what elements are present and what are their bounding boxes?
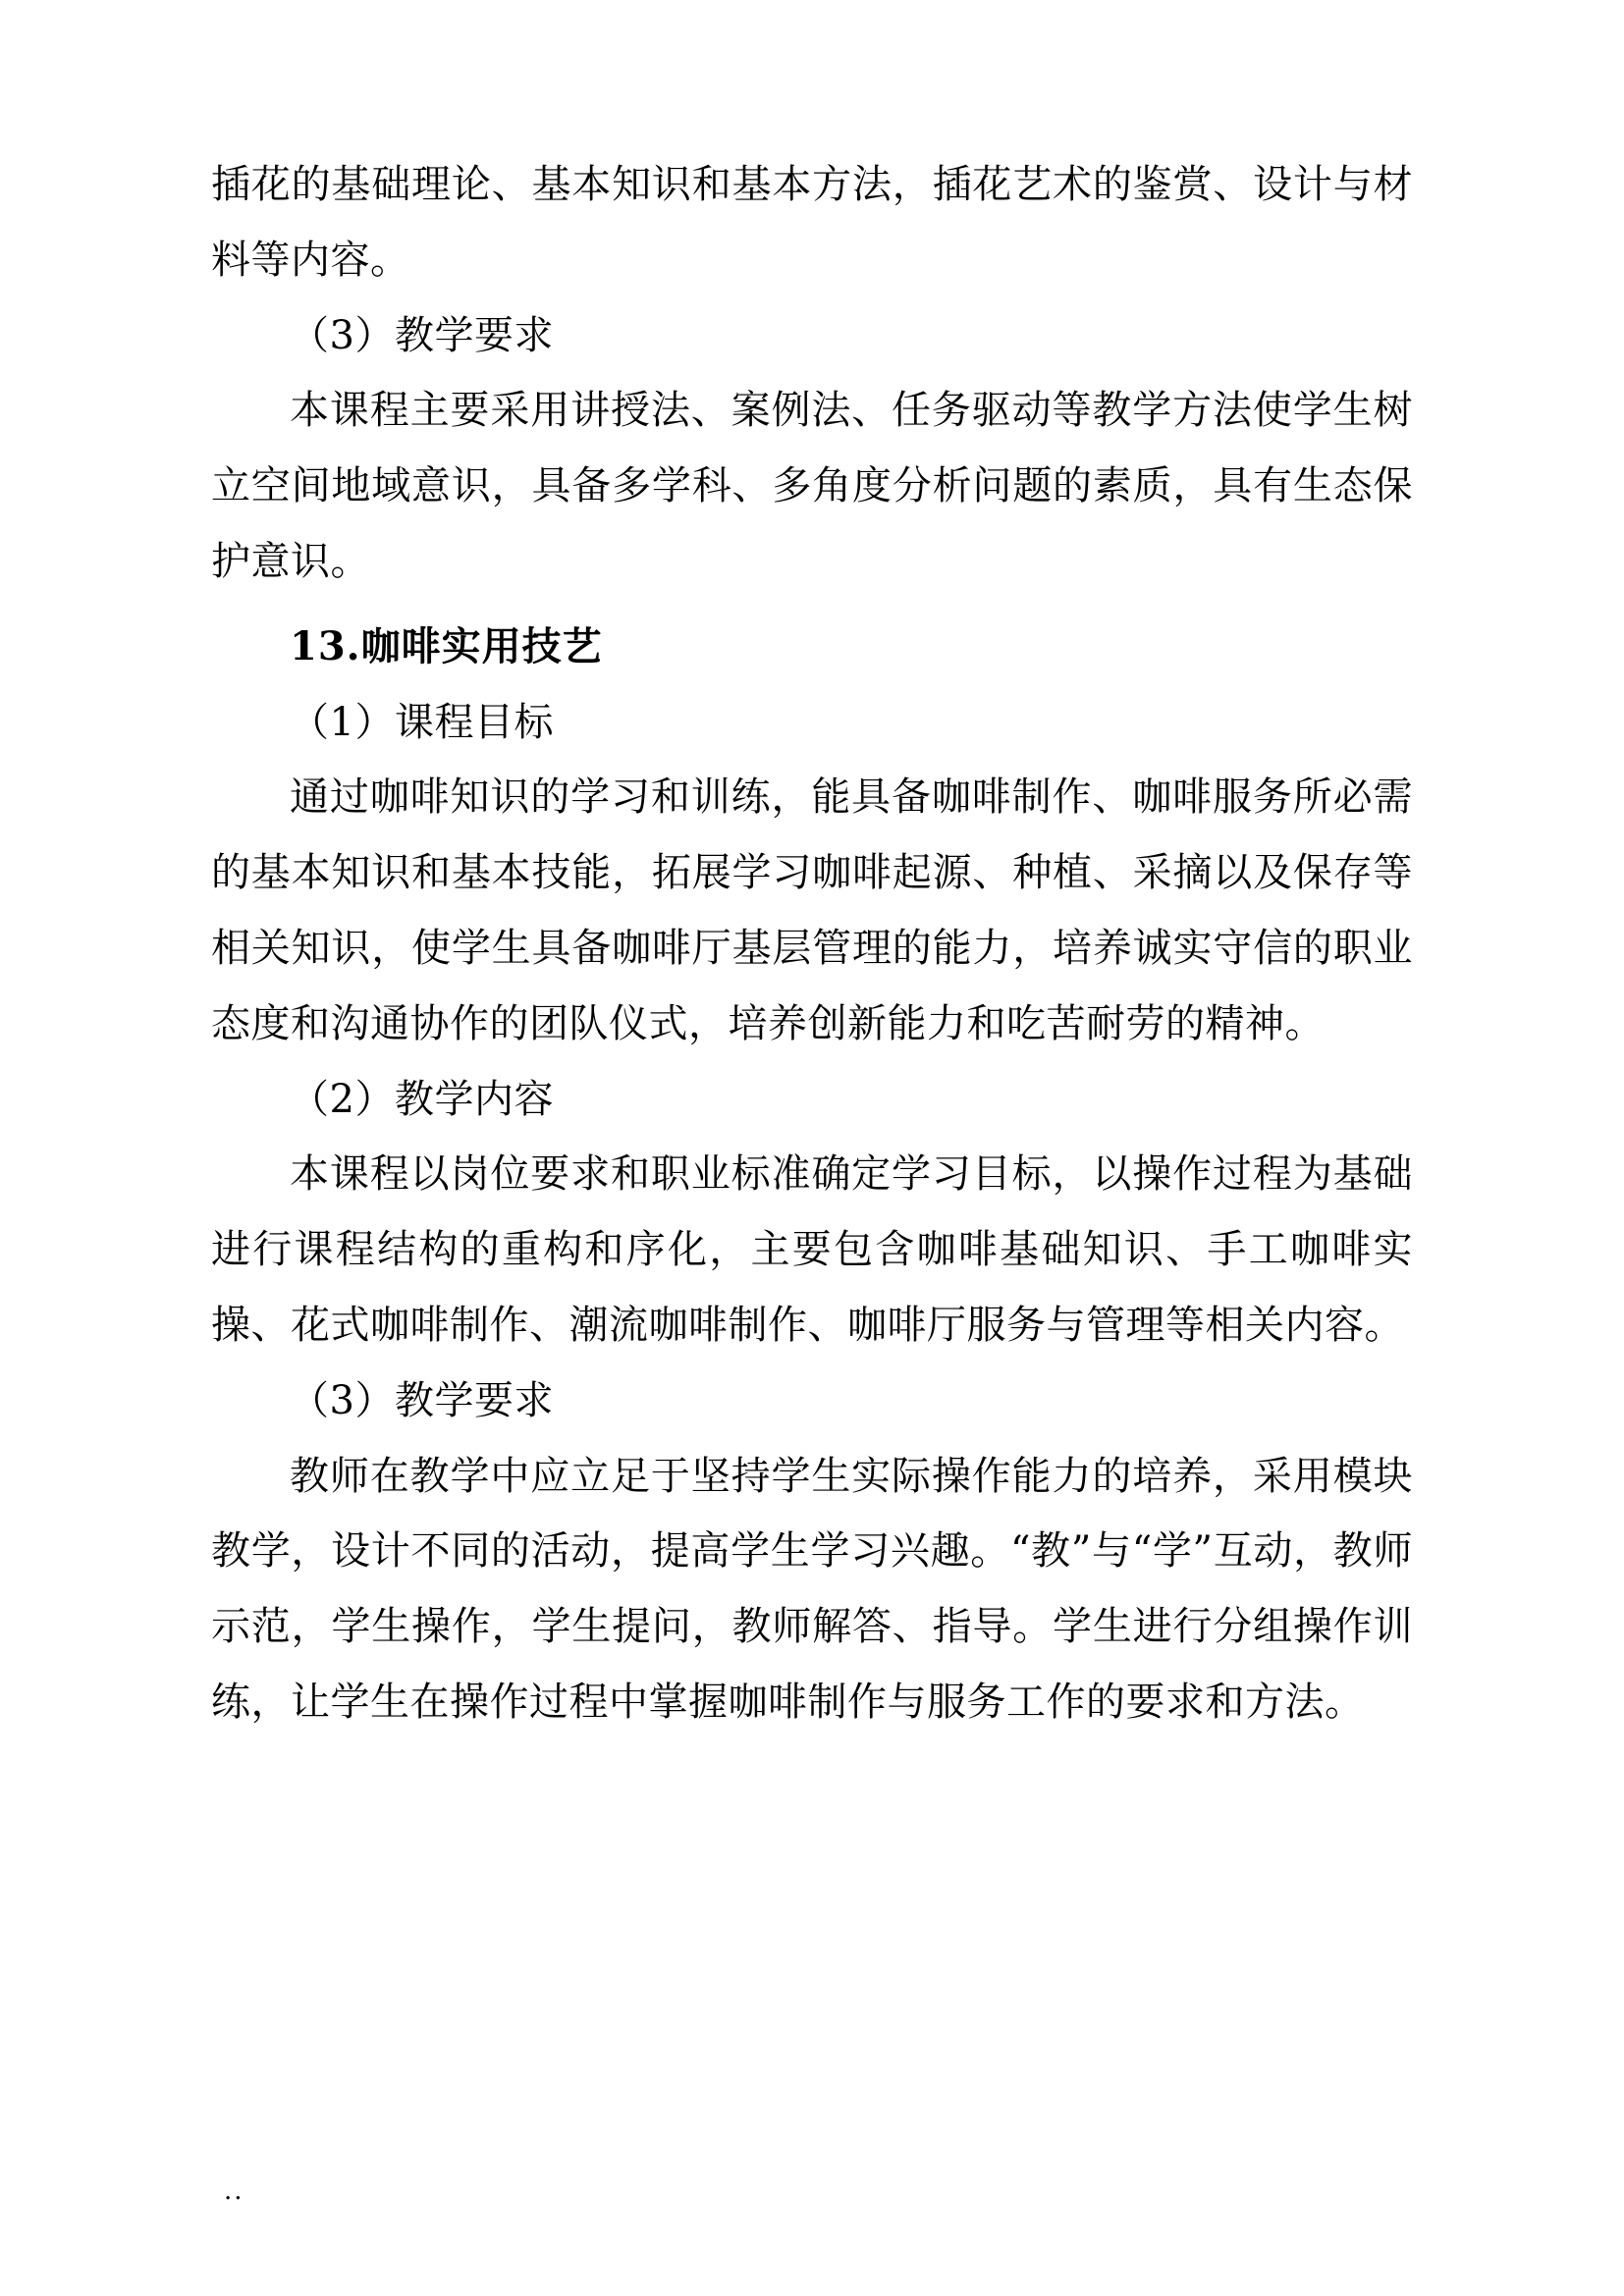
paragraph-insert-flower-content: 插花的基础理论、基本知识和基本方法，插花艺术的鉴赏、设计与材料等内容。 (211, 162, 1413, 283)
label-teaching-requirement-1: （3）教学要求 (290, 312, 554, 358)
label-course-goal: （1）课程目标 (290, 699, 554, 745)
label-teaching-content: （2）教学内容 (290, 1076, 554, 1122)
paragraph-teaching-content: 本课程以岗位要求和职业标准确定学习目标，以操作过程为基础进行课程结构的重构和序化，主要包含咖啡基础知识、手工咖啡实操、花式咖啡制作、潮流咖啡制作、咖啡厅服务与管理等相关内容。 (211, 1151, 1413, 1348)
page-footer-mark: .. (224, 2176, 244, 2206)
label-teaching-requirement-2: （3）教学要求 (290, 1377, 554, 1423)
paragraph-teaching-requirement-2: 教师在教学中应立足于坚持学生实际操作能力的培养，采用模块教学，设计不同的活动，提高学生学习兴趣。“教”与“学”互动，教师示范，学生操作，学生提问，教师解答、指导。学生进行分组操作训练，让学生在操作过程中掌握咖啡制作与服务工作的要求和方法。 (211, 1453, 1413, 1725)
paragraph-course-goal: 通过咖啡知识的学习和训练，能具备咖啡制作、咖啡服务所必需的基本知识和基本技能，拓展学习咖啡起源、种植、采摘以及保存等相关知识，使学生具备咖啡厅基层管理的能力，培养诚实守信的职业态度和沟通协作的团队仪式，培养创新能力和吃苦耐劳的精神。 (211, 774, 1413, 1046)
paragraph-teaching-requirement-1: 本课程主要采用讲授法、案例法、任务驱动等教学方法使学生树立空间地域意识，具备多学科、多角度分析问题的素质，具有生态保护意识。 (211, 388, 1413, 584)
heading-coffee-practical-skills: 13.咖啡实用技艺 (290, 622, 603, 669)
